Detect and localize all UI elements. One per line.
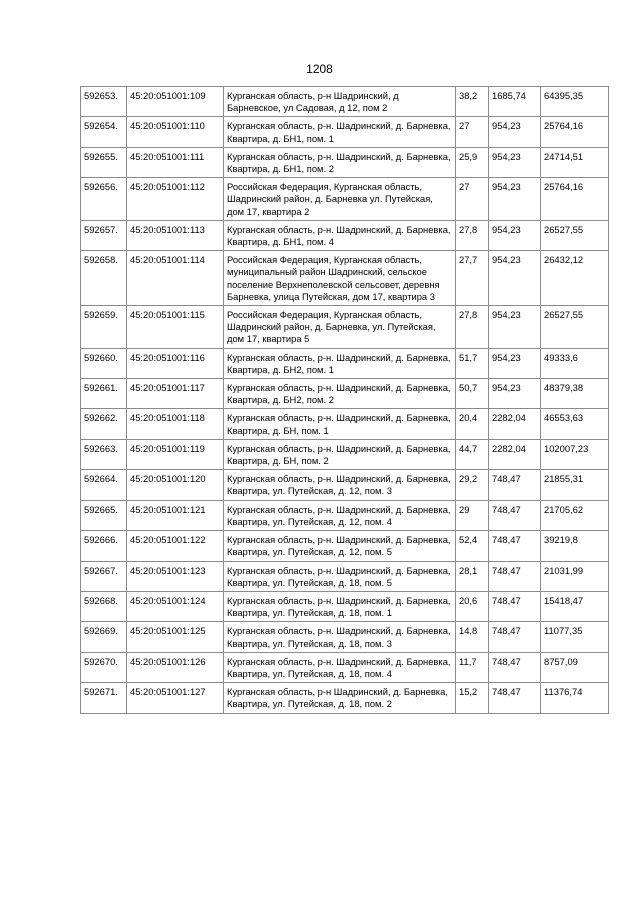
cadastral-number-cell: 45:20:051001:123 xyxy=(127,561,224,591)
area-cell: 27,8 xyxy=(456,220,489,250)
cadastral-number-cell: 45:20:051001:124 xyxy=(127,591,224,621)
row-number-cell: 592657. xyxy=(81,220,127,250)
rate-cell: 954,23 xyxy=(489,306,541,349)
registry-table xyxy=(80,86,609,714)
area-cell: 29 xyxy=(456,500,489,530)
rate-cell: 954,23 xyxy=(489,251,541,306)
address-cell: Курганская область, р-н. Шадринский, д. Барневка, Квартира, д. БН1, пом. 2 xyxy=(224,147,456,177)
area-cell: 27 xyxy=(456,117,489,147)
area-cell: 29,2 xyxy=(456,470,489,500)
cadastral-value-cell: 26527,55 xyxy=(541,220,609,250)
cadastral-value-cell: 26527,55 xyxy=(541,306,609,349)
rate-cell: 1685,74 xyxy=(489,87,541,117)
address-cell: Курганская область, р-н Шадринский, д. Барневка, Квартира, ул. Путейская, д. 18, пом. 2 xyxy=(224,683,456,713)
row-number-cell: 592659. xyxy=(81,306,127,349)
cadastral-value-cell: 21031,99 xyxy=(541,561,609,591)
rate-cell: 954,23 xyxy=(489,220,541,250)
area-cell: 27,7 xyxy=(456,251,489,306)
cadastral-value-cell: 26432,12 xyxy=(541,251,609,306)
table-row xyxy=(81,379,609,409)
cadastral-number-cell: 45:20:051001:114 xyxy=(127,251,224,306)
row-number-cell: 592666. xyxy=(81,531,127,561)
cadastral-value-cell: 102007,23 xyxy=(541,439,609,469)
cadastral-value-cell: 21855,31 xyxy=(541,470,609,500)
address-cell: Российская Федерация, Курганская область, Шадринский район, д. Барневка, ул. Путейская, дом 17, квартира 5 xyxy=(224,306,456,349)
rate-cell: 748,47 xyxy=(489,622,541,652)
table-row xyxy=(81,683,609,713)
table-row xyxy=(81,652,609,682)
cadastral-number-cell: 45:20:051001:109 xyxy=(127,87,224,117)
row-number-cell: 592653. xyxy=(81,87,127,117)
row-number-cell: 592656. xyxy=(81,178,127,221)
cadastral-value-cell: 11077,35 xyxy=(541,622,609,652)
cadastral-value-cell: 48379,38 xyxy=(541,379,609,409)
table-row xyxy=(81,348,609,378)
rate-cell: 954,23 xyxy=(489,117,541,147)
address-cell: Курганская область, р-н. Шадринский, д. Барневка, Квартира, ул. Путейская, д. 18, пом. 1 xyxy=(224,591,456,621)
table-row xyxy=(81,439,609,469)
cadastral-number-cell: 45:20:051001:126 xyxy=(127,652,224,682)
table-row xyxy=(81,220,609,250)
table-row xyxy=(81,87,609,117)
area-cell: 28,1 xyxy=(456,561,489,591)
cadastral-number-cell: 45:20:051001:110 xyxy=(127,117,224,147)
cadastral-value-cell: 39219,8 xyxy=(541,531,609,561)
row-number-cell: 592663. xyxy=(81,439,127,469)
table-row xyxy=(81,251,609,306)
cadastral-value-cell: 25764,16 xyxy=(541,117,609,147)
area-cell: 20,6 xyxy=(456,591,489,621)
area-cell: 27,8 xyxy=(456,306,489,349)
address-cell: Курганская область, р-н. Шадринский, д. Барневка, Квартира, д. БН, пом. 2 xyxy=(224,439,456,469)
rate-cell: 748,47 xyxy=(489,500,541,530)
area-cell: 27 xyxy=(456,178,489,221)
address-cell: Курганская область, р-н Шадринский, д Барневское, ул Садовая, д 12, пом 2 xyxy=(224,87,456,117)
cadastral-number-cell: 45:20:051001:122 xyxy=(127,531,224,561)
row-number-cell: 592655. xyxy=(81,147,127,177)
area-cell: 15,2 xyxy=(456,683,489,713)
table-row xyxy=(81,622,609,652)
row-number-cell: 592670. xyxy=(81,652,127,682)
rate-cell: 954,23 xyxy=(489,178,541,221)
cadastral-number-cell: 45:20:051001:113 xyxy=(127,220,224,250)
table-row xyxy=(81,147,609,177)
rate-cell: 2282,04 xyxy=(489,409,541,439)
row-number-cell: 592661. xyxy=(81,379,127,409)
rate-cell: 748,47 xyxy=(489,470,541,500)
table-row xyxy=(81,470,609,500)
address-cell: Курганская область, р-н. Шадринский, д. Барневка, Квартира, ул. Путейская, д. 12, пом. 4 xyxy=(224,500,456,530)
address-cell: Российская Федерация, Курганская область, муниципальный район Шадринский, сельское поселение Верхнеполевской сельсовет, деревня Барневка, улица Путейская, дом 17, квартира 3 xyxy=(224,251,456,306)
rate-cell: 748,47 xyxy=(489,531,541,561)
cadastral-value-cell: 49333,6 xyxy=(541,348,609,378)
rate-cell: 954,23 xyxy=(489,348,541,378)
cadastral-value-cell: 46553,63 xyxy=(541,409,609,439)
cadastral-value-cell: 21705,62 xyxy=(541,500,609,530)
table-row xyxy=(81,306,609,349)
cadastral-number-cell: 45:20:051001:111 xyxy=(127,147,224,177)
page-number: 1208 xyxy=(306,62,333,76)
address-cell: Курганская область, р-н. Шадринский, д. Барневка, Квартира, д. БН1, пом. 4 xyxy=(224,220,456,250)
row-number-cell: 592654. xyxy=(81,117,127,147)
address-cell: Российская Федерация, Курганская область, Шадринский район, д. Барневка ул. Путейская, дом 17, квартира 2 xyxy=(224,178,456,221)
area-cell: 44,7 xyxy=(456,439,489,469)
address-cell: Курганская область, р-н. Шадринский, д. Барневка, Квартира, ул. Путейская, д. 18, пом. 5 xyxy=(224,561,456,591)
area-cell: 11,7 xyxy=(456,652,489,682)
row-number-cell: 592664. xyxy=(81,470,127,500)
table-row xyxy=(81,591,609,621)
table-row xyxy=(81,561,609,591)
cadastral-number-cell: 45:20:051001:121 xyxy=(127,500,224,530)
cadastral-value-cell: 24714,51 xyxy=(541,147,609,177)
table-row xyxy=(81,117,609,147)
cadastral-number-cell: 45:20:051001:120 xyxy=(127,470,224,500)
rate-cell: 954,23 xyxy=(489,147,541,177)
address-cell: Курганская область, р-н. Шадринский, д. Барневка, Квартира, д. БН2, пом. 2 xyxy=(224,379,456,409)
cadastral-value-cell: 11376,74 xyxy=(541,683,609,713)
cadastral-number-cell: 45:20:051001:118 xyxy=(127,409,224,439)
registry-table-body xyxy=(81,87,609,714)
row-number-cell: 592658. xyxy=(81,251,127,306)
row-number-cell: 592665. xyxy=(81,500,127,530)
row-number-cell: 592667. xyxy=(81,561,127,591)
rate-cell: 2282,04 xyxy=(489,439,541,469)
row-number-cell: 592671. xyxy=(81,683,127,713)
area-cell: 52,4 xyxy=(456,531,489,561)
address-cell: Курганская область, р-н. Шадринский, д. Барневка, Квартира, д. БН, пом. 1 xyxy=(224,409,456,439)
area-cell: 38,2 xyxy=(456,87,489,117)
rate-cell: 748,47 xyxy=(489,591,541,621)
cadastral-number-cell: 45:20:051001:117 xyxy=(127,379,224,409)
area-cell: 20,4 xyxy=(456,409,489,439)
address-cell: Курганская область, р-н. Шадринский, д. Барневка, Квартира, д. БН1, пом. 1 xyxy=(224,117,456,147)
address-cell: Курганская область, р-н. Шадринский, д. Барневка, Квартира, ул. Путейская, д. 18, пом. 3 xyxy=(224,622,456,652)
row-number-cell: 592668. xyxy=(81,591,127,621)
cadastral-number-cell: 45:20:051001:127 xyxy=(127,683,224,713)
address-cell: Курганская область, р-н. Шадринский, д. Барневка, Квартира, ул. Путейская, д. 18, пом. 4 xyxy=(224,652,456,682)
cadastral-number-cell: 45:20:051001:115 xyxy=(127,306,224,349)
area-cell: 25,9 xyxy=(456,147,489,177)
cadastral-number-cell: 45:20:051001:125 xyxy=(127,622,224,652)
area-cell: 50,7 xyxy=(456,379,489,409)
address-cell: Курганская область, р-н. Шадринский, д. Барневка, Квартира, д. БН2, пом. 1 xyxy=(224,348,456,378)
row-number-cell: 592662. xyxy=(81,409,127,439)
cadastral-value-cell: 25764,16 xyxy=(541,178,609,221)
area-cell: 51,7 xyxy=(456,348,489,378)
cadastral-value-cell: 8757,09 xyxy=(541,652,609,682)
rate-cell: 748,47 xyxy=(489,683,541,713)
table-row xyxy=(81,531,609,561)
cadastral-number-cell: 45:20:051001:116 xyxy=(127,348,224,378)
row-number-cell: 592669. xyxy=(81,622,127,652)
row-number-cell: 592660. xyxy=(81,348,127,378)
table-row xyxy=(81,500,609,530)
rate-cell: 748,47 xyxy=(489,561,541,591)
cadastral-value-cell: 15418,47 xyxy=(541,591,609,621)
address-cell: Курганская область, р-н. Шадринский, д. Барневка, Квартира, ул. Путейская, д. 12, пом. 5 xyxy=(224,531,456,561)
table-row xyxy=(81,178,609,221)
cadastral-value-cell: 64395,35 xyxy=(541,87,609,117)
area-cell: 14,8 xyxy=(456,622,489,652)
cadastral-number-cell: 45:20:051001:119 xyxy=(127,439,224,469)
rate-cell: 748,47 xyxy=(489,652,541,682)
cadastral-number-cell: 45:20:051001:112 xyxy=(127,178,224,221)
address-cell: Курганская область, р-н. Шадринский, д. Барневка, Квартира, ул. Путейская, д. 12, пом. 3 xyxy=(224,470,456,500)
table-row xyxy=(81,409,609,439)
rate-cell: 954,23 xyxy=(489,379,541,409)
